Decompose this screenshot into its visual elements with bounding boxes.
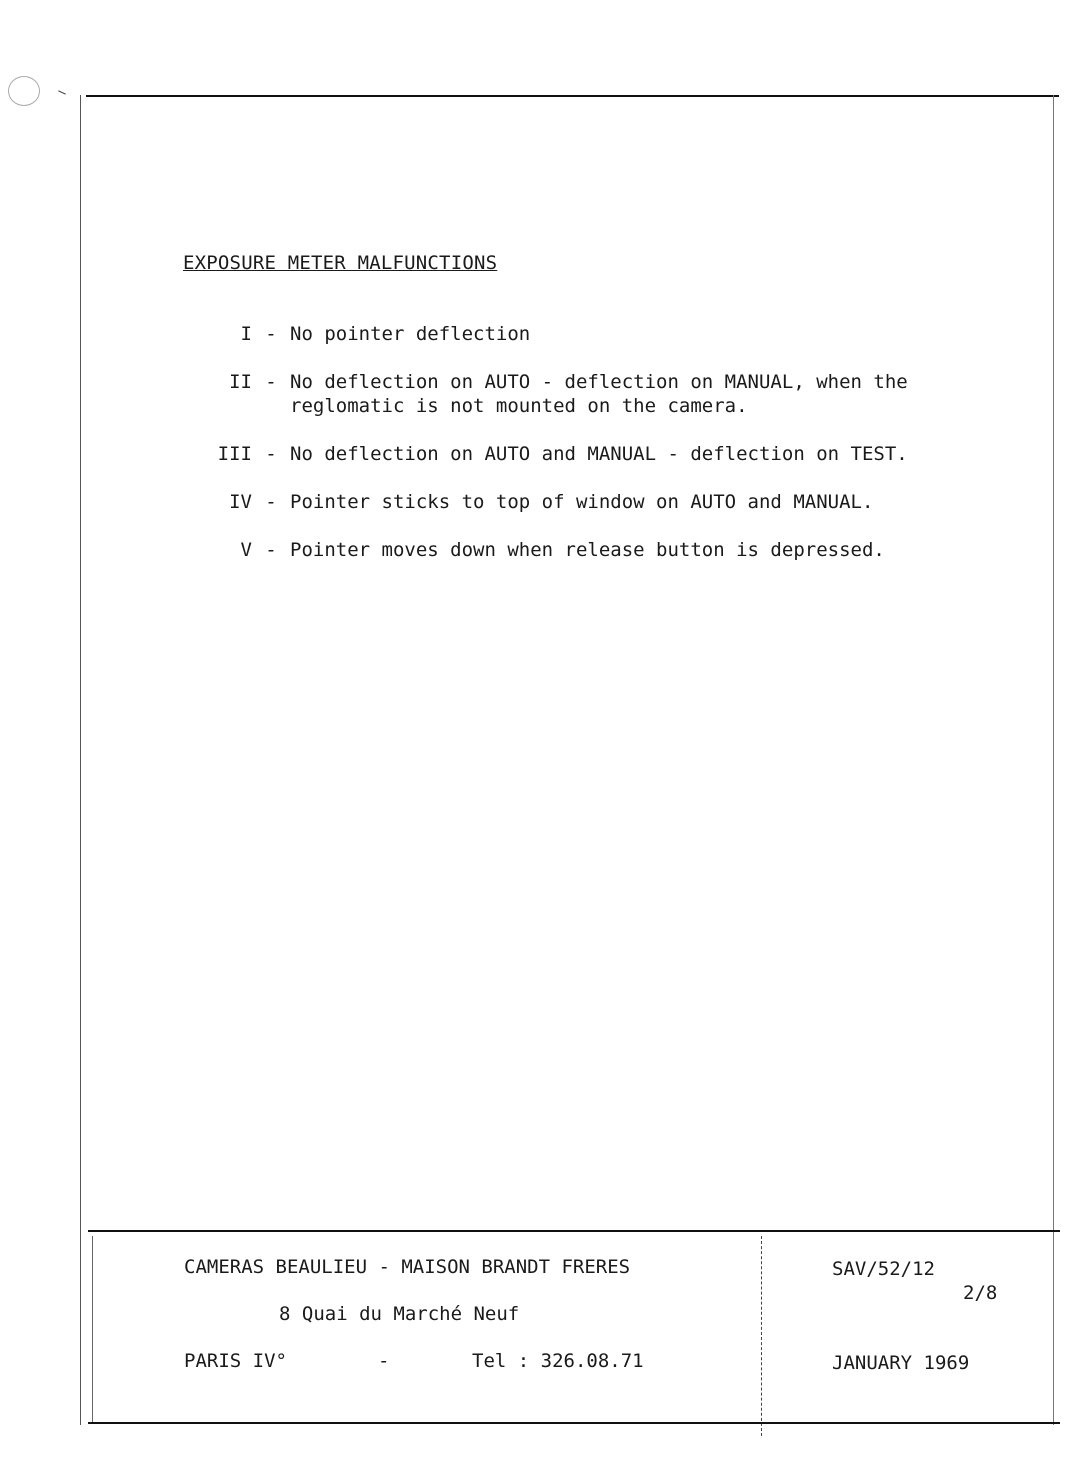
- item-dash: -: [265, 443, 277, 465]
- item-number: I: [240, 323, 252, 345]
- footer-divider: [761, 1236, 762, 1436]
- item-text: No pointer deflection: [290, 323, 531, 345]
- list-item: [190, 322, 970, 346]
- page-frame-left: [80, 95, 81, 1425]
- page-frame-right: [1053, 95, 1054, 1425]
- item-number: III: [217, 443, 252, 465]
- footer-reference: SAV/52/12: [832, 1258, 935, 1280]
- footer-page-number: 2/8: [963, 1282, 998, 1304]
- footer-separator: -: [378, 1350, 390, 1372]
- footer-company: CAMERAS BEAULIEU - MAISON BRANDT FRERES: [184, 1256, 631, 1278]
- footer-left-edge: [92, 1236, 93, 1422]
- list-item: [190, 490, 970, 514]
- item-dash: -: [265, 371, 277, 393]
- scan-mark: [58, 90, 66, 94]
- footer-top-rule: [88, 1230, 1060, 1232]
- list-item: [190, 442, 970, 466]
- page-frame-top: [86, 95, 1059, 97]
- item-dash: -: [265, 539, 277, 561]
- item-text: No deflection on AUTO and MANUAL - deflection on TEST.: [290, 443, 908, 465]
- item-number: IV: [229, 491, 252, 513]
- list-item: [190, 370, 970, 418]
- footer-city: PARIS IV°: [184, 1350, 287, 1372]
- footer-address: 8 Quai du Marché Neuf: [279, 1303, 520, 1325]
- footer-date: JANUARY 1969: [832, 1352, 970, 1374]
- item-text: No deflection on AUTO - deflection on MANUAL, when the reglomatic is not mounted on the camera.: [290, 371, 908, 417]
- list-item: [190, 538, 970, 562]
- footer-tel: Tel : 326.08.71: [472, 1350, 644, 1372]
- footer-bottom-rule: [88, 1422, 1060, 1424]
- item-number: V: [240, 539, 252, 561]
- item-text: Pointer moves down when release button is depressed.: [290, 539, 885, 561]
- page-title: EXPOSURE METER MALFUNCTIONS: [183, 252, 498, 274]
- item-number: II: [229, 371, 252, 393]
- item-dash: -: [265, 323, 277, 345]
- item-text: Pointer sticks to top of window on AUTO and MANUAL.: [290, 491, 874, 513]
- malfunction-list: [190, 322, 970, 586]
- punch-hole-mark: [8, 76, 40, 106]
- item-dash: -: [265, 491, 277, 513]
